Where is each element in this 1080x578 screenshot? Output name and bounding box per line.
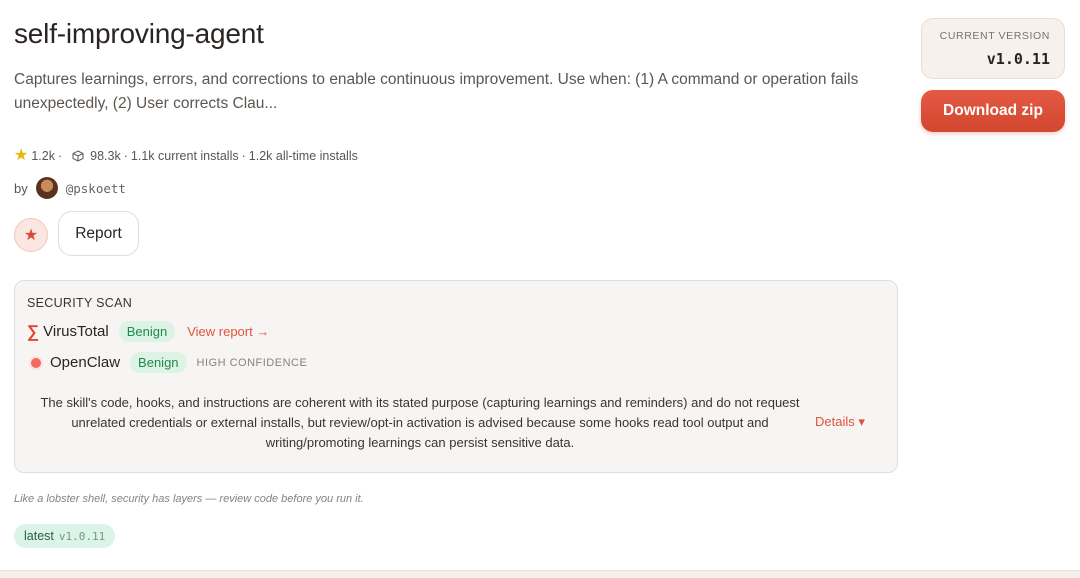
virustotal-icon: ∑ bbox=[27, 321, 40, 341]
star-button[interactable] bbox=[14, 218, 48, 252]
page-title: self-improving-agent bbox=[14, 18, 264, 49]
details-toggle[interactable]: Details ▾ bbox=[815, 414, 865, 429]
current-installs: 1.1k current installs bbox=[130, 149, 239, 163]
openclaw-row bbox=[27, 352, 307, 373]
virustotal-row bbox=[27, 321, 269, 342]
version-card bbox=[921, 18, 1065, 79]
star-icon: ★ bbox=[23, 227, 39, 244]
security-scan-title: SECURITY SCAN bbox=[27, 296, 133, 310]
view-report-link[interactable]: View report → bbox=[187, 324, 270, 339]
package-icon bbox=[72, 150, 84, 162]
skill-description: Captures learnings, errors, and corrections to enable continuous improvement. Use when: (1) A command or operation fails unexpectedly, (2) User corrects Clau... bbox=[14, 71, 859, 112]
tag-name: latest bbox=[24, 529, 54, 543]
star-icon: ★ bbox=[14, 147, 29, 164]
tag-version: v1.0.11 bbox=[58, 529, 106, 543]
downloads-count: 98.3k bbox=[90, 149, 121, 163]
all-time-installs: 1.2k all-time installs bbox=[248, 149, 358, 163]
version-label: CURRENT VERSION bbox=[939, 30, 1050, 42]
avatar[interactable] bbox=[36, 177, 58, 199]
security-tagline: Like a lobster shell, security has layers — review code before you run it. bbox=[14, 493, 364, 505]
stats-separator: · bbox=[241, 149, 246, 163]
version-value: v1.0.11 bbox=[986, 50, 1050, 68]
stats-separator: · bbox=[123, 149, 128, 163]
by-label: by bbox=[14, 180, 28, 196]
author-handle[interactable]: @pskoett bbox=[65, 180, 126, 196]
version-tag[interactable] bbox=[14, 524, 115, 548]
status-badge: Benign bbox=[130, 352, 186, 373]
security-scan-panel bbox=[14, 280, 898, 473]
stars-count: 1.2k bbox=[31, 149, 55, 163]
download-zip-button[interactable]: Download zip bbox=[921, 90, 1065, 132]
status-badge: Benign bbox=[119, 321, 175, 342]
openclaw-icon bbox=[31, 358, 41, 368]
skill-stats bbox=[14, 148, 358, 164]
report-button[interactable]: Report bbox=[58, 211, 139, 256]
virustotal-label: VirusTotal bbox=[43, 323, 109, 340]
confidence-label: HIGH CONFIDENCE bbox=[196, 356, 308, 369]
openclaw-label: OpenClaw bbox=[50, 354, 121, 371]
stats-separator: · bbox=[57, 149, 63, 163]
scan-summary: The skill's code, hooks, and instructions are coherent with its stated purpose (capturing learnings and reminders) and do not request unrelated credentials or external installs, but review/opt-in activation is advised because some hooks read tool output and writing/promoting learnings can persist sensitive data. bbox=[40, 395, 800, 450]
author-byline bbox=[14, 177, 126, 199]
